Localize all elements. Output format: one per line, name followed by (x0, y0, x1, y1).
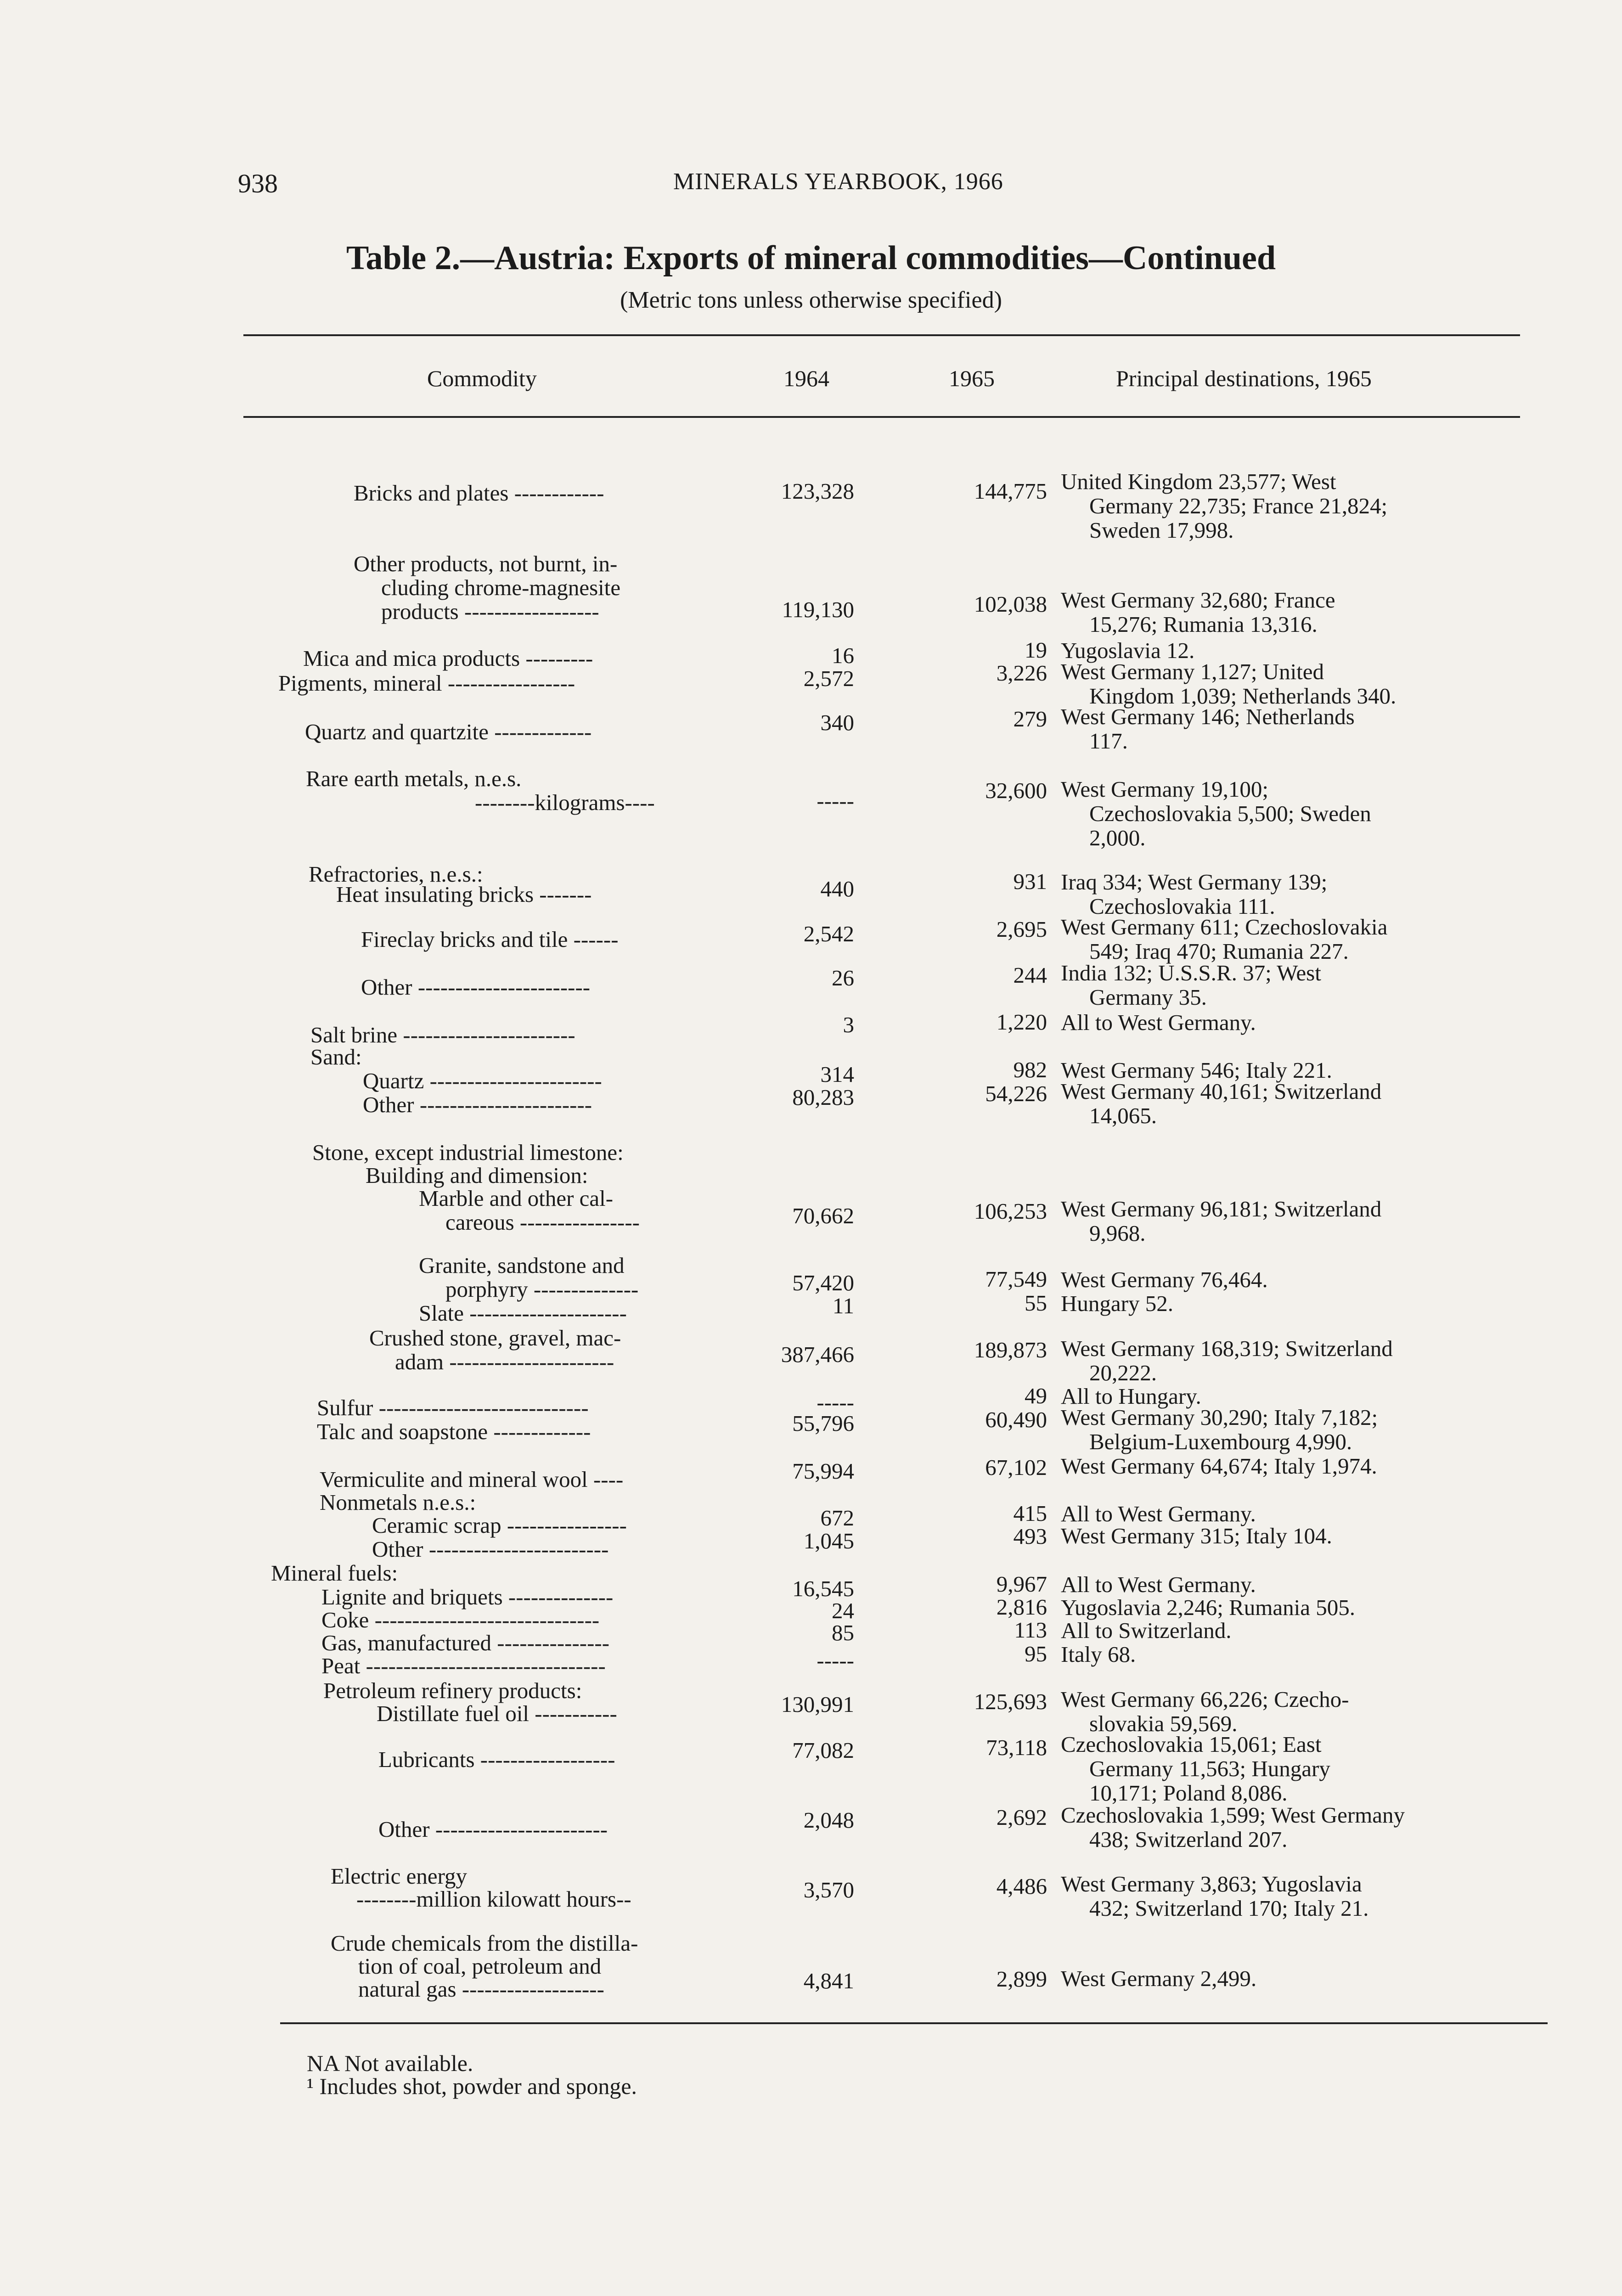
value-1964: 3,570 (803, 1877, 854, 1902)
value-1965: 49 (1025, 1383, 1047, 1408)
destinations-line: All to West Germany. (1061, 1501, 1256, 1526)
destinations (1061, 1336, 1557, 1385)
value-1964: 75,994 (792, 1458, 854, 1484)
destinations-line: West Germany 146; Netherlands (1061, 704, 1355, 729)
commodity-label: Granite, sandstone and (419, 1253, 625, 1278)
column-header-1964: 1964 (783, 366, 829, 391)
destinations-line: Yugoslavia 2,246; Rumania 505. (1061, 1595, 1356, 1620)
value-1964: 672 (820, 1505, 854, 1531)
value-1965: 2,816 (996, 1594, 1047, 1620)
commodity-label: products ------------------ (381, 599, 599, 624)
destinations (1061, 469, 1557, 542)
destinations-line: 10,171; Poland 8,086. (1089, 1780, 1288, 1806)
commodity-label: Stone, except industrial limestone: (312, 1140, 624, 1165)
destinations (1061, 1010, 1557, 1035)
commodity-label: Bricks and plates ------------ (354, 480, 604, 506)
value-1965: 60,490 (985, 1407, 1047, 1432)
destinations (1061, 1502, 1557, 1526)
destinations-line: United Kingdom 23,577; West (1061, 469, 1336, 494)
commodity-label: porphyry -------------- (445, 1277, 639, 1302)
destinations-line: India 132; U.S.S.R. 37; West (1061, 960, 1321, 985)
commodity-label: Salt brine ----------------------- (310, 1022, 575, 1047)
commodity-label: Marble and other cal- (419, 1186, 614, 1211)
value-1965: 106,253 (974, 1199, 1047, 1224)
destinations-line: All to Switzerland. (1061, 1618, 1232, 1643)
commodity-label: Fireclay bricks and tile ------ (361, 927, 619, 952)
value-1965: 95 (1025, 1641, 1047, 1666)
destinations-line: West Germany 2,499. (1061, 1966, 1257, 1991)
value-1964: 119,130 (782, 597, 854, 622)
commodity-label: Crushed stone, gravel, mac- (369, 1325, 621, 1351)
destinations-line: 14,065. (1089, 1103, 1157, 1128)
commodity-label: Ceramic scrap ---------------- (372, 1513, 627, 1538)
destinations (1061, 1618, 1557, 1643)
value-1964: 314 (820, 1062, 854, 1087)
value-1965: 244 (1013, 962, 1047, 988)
value-1965: 19 (1025, 637, 1047, 663)
value-1965: 77,549 (985, 1266, 1047, 1292)
destinations (1061, 1267, 1557, 1292)
value-1964: 77,082 (792, 1738, 854, 1763)
value-1965: 279 (1013, 706, 1047, 732)
commodity-label: cluding chrome-magnesite (381, 575, 621, 600)
value-1965: 2,695 (996, 917, 1047, 942)
destinations-line: West Germany 64,674; Italy 1,974. (1061, 1453, 1377, 1479)
value-1965: 189,873 (974, 1337, 1047, 1362)
table-title: Table 2.—Austria: Exports of mineral commodities—Continued (346, 239, 1276, 277)
commodity-label: Other ----------------------- (361, 974, 591, 1000)
footnote-1: ¹ Includes shot, powder and sponge. (307, 2073, 637, 2099)
value-1965: 982 (1013, 1057, 1047, 1082)
destinations-line: Germany 11,563; Hungary (1089, 1756, 1330, 1781)
destinations-line: West Germany 30,290; Italy 7,182; (1061, 1405, 1378, 1430)
value-1964: 57,420 (792, 1270, 854, 1295)
header-top-rule (243, 334, 1520, 336)
destinations (1061, 777, 1557, 850)
destinations-line: 432; Switzerland 170; Italy 21. (1089, 1896, 1369, 1921)
commodity-label: Heat insulating bricks ------- (336, 882, 592, 907)
column-header-destinations: Principal destinations, 1965 (1116, 366, 1372, 391)
destinations-line: West Germany 1,127; United (1061, 659, 1324, 684)
table-bottom-rule (280, 2022, 1548, 2024)
commodity-label: Lubricants ------------------ (378, 1747, 615, 1772)
value-1964: 16 (832, 643, 854, 668)
commodity-label: Mica and mica products --------- (303, 646, 593, 671)
table-subtitle: (Metric tons unless otherwise specified) (620, 287, 1002, 313)
value-1964: 3 (843, 1012, 854, 1037)
commodity-label: natural gas ------------------- (358, 1976, 604, 2002)
value-1965: 67,102 (985, 1455, 1047, 1480)
destinations-line: Czechoslovakia 15,061; East (1061, 1732, 1322, 1757)
destinations (1061, 1079, 1557, 1128)
destinations-line: Sweden 17,998. (1089, 518, 1234, 543)
destinations-line: Hungary 52. (1061, 1291, 1173, 1316)
commodity-label: Nonmetals n.e.s.: (320, 1490, 476, 1515)
commodity-label: Coke ------------------------------ (321, 1607, 600, 1632)
destinations (1061, 1803, 1557, 1851)
value-1965: 54,226 (985, 1081, 1047, 1106)
commodity-label: Building and dimension: (366, 1163, 588, 1188)
value-1964: 2,542 (803, 921, 854, 946)
value-1965: 32,600 (985, 778, 1047, 803)
value-1965: 3,226 (996, 660, 1047, 686)
footnote-na: NA Not available. (307, 2050, 473, 2076)
destinations (1061, 870, 1557, 918)
value-1965: 415 (1013, 1501, 1047, 1526)
value-1964: 123,328 (781, 478, 854, 504)
destinations-line: slovakia 59,569. (1089, 1711, 1238, 1736)
destinations (1061, 961, 1557, 1009)
destinations-line: Yugoslavia 12. (1061, 638, 1195, 663)
destinations-line: West Germany 32,680; France (1061, 587, 1335, 613)
value-1965: 4,486 (996, 1874, 1047, 1899)
destinations (1061, 704, 1557, 753)
commodity-label: Sand: (310, 1044, 362, 1069)
commodity-label: Slate --------------------- (419, 1300, 627, 1326)
destinations-line: Czechoslovakia 111. (1089, 894, 1275, 919)
destinations-line: 438; Switzerland 207. (1089, 1827, 1288, 1852)
value-1964: 55,796 (792, 1411, 854, 1436)
destinations (1061, 1197, 1557, 1245)
destinations-line: Belgium-Luxembourg 4,990. (1089, 1429, 1352, 1454)
value-1964: 16,545 (792, 1576, 854, 1601)
destinations-line: 549; Iraq 470; Rumania 227. (1089, 939, 1349, 964)
value-1964: ----- (817, 1648, 854, 1673)
commodity-label: Lignite and briquets -------------- (321, 1584, 614, 1609)
destinations-line: West Germany 96,181; Switzerland (1061, 1196, 1382, 1221)
value-1964: ----- (817, 788, 854, 813)
destinations (1061, 1872, 1557, 1920)
destinations (1061, 915, 1557, 963)
destinations-line: Germany 35. (1089, 985, 1207, 1010)
destinations-line: 15,276; Rumania 13,316. (1089, 612, 1318, 637)
commodity-label: Quartz ----------------------- (363, 1068, 602, 1093)
destinations-line: West Germany 66,226; Czecho- (1061, 1687, 1349, 1712)
value-1964: 26 (832, 965, 854, 990)
destinations-line: Italy 68. (1061, 1642, 1136, 1667)
destinations (1061, 588, 1557, 636)
commodity-label: Mineral fuels: (271, 1560, 398, 1586)
destinations-line: West Germany 40,161; Switzerland (1061, 1079, 1382, 1104)
value-1964: 1,045 (803, 1528, 854, 1553)
value-1965: 2,692 (996, 1805, 1047, 1830)
destinations (1061, 1595, 1557, 1620)
destinations-line: All to West Germany. (1061, 1010, 1256, 1035)
destinations (1061, 1687, 1557, 1736)
destinations (1061, 1642, 1557, 1666)
commodity-label: careous ---------------- (445, 1210, 640, 1235)
destinations-line: 2,000. (1089, 825, 1146, 850)
commodity-label: Distillate fuel oil ----------- (377, 1701, 617, 1726)
destinations-line: Germany 22,735; France 21,824; (1089, 493, 1388, 518)
commodity-label: Pigments, mineral ----------------- (278, 670, 575, 696)
commodity-label: Crude chemicals from the distilla- (331, 1930, 638, 1956)
commodity-label: Other ------------------------ (372, 1536, 609, 1562)
value-1964: ----- (817, 1390, 854, 1415)
destinations (1061, 1291, 1557, 1316)
running-title: MINERALS YEARBOOK, 1966 (673, 169, 1003, 195)
value-1964: 2,048 (803, 1807, 854, 1833)
destinations-line: Czechoslovakia 5,500; Sweden (1089, 801, 1371, 826)
value-1965: 2,899 (996, 1966, 1047, 1992)
value-1964: 70,662 (792, 1203, 854, 1228)
commodity-label: Vermiculite and mineral wool ---- (320, 1467, 624, 1492)
value-1964: 387,466 (781, 1342, 854, 1367)
column-header-1965: 1965 (949, 366, 995, 391)
commodity-label: Other ----------------------- (378, 1817, 608, 1842)
destinations-line: West Germany 611; Czechoslovakia (1061, 914, 1388, 940)
destinations (1061, 1454, 1557, 1478)
value-1965: 144,775 (974, 478, 1047, 504)
destinations-line: 117. (1089, 728, 1128, 754)
value-1964: 11 (832, 1293, 854, 1318)
commodity-label: tion of coal, petroleum and (358, 1953, 602, 1979)
destinations (1061, 1524, 1557, 1548)
commodity-label: Electric energy (331, 1863, 467, 1889)
destinations-line: Kingdom 1,039; Netherlands 340. (1089, 683, 1397, 709)
destinations-line: All to Hungary. (1061, 1384, 1201, 1409)
commodity-label: Refractories, n.e.s.: (309, 861, 483, 887)
destinations-line: West Germany 19,100; (1061, 777, 1268, 802)
commodity-label: Other products, not burnt, in- (354, 551, 618, 576)
commodity-label: --------million kilowatt hours-- (356, 1886, 631, 1912)
destinations-line: West Germany 315; Italy 104. (1061, 1523, 1332, 1548)
header-bottom-rule (243, 416, 1520, 418)
value-1965: 1,220 (996, 1009, 1047, 1035)
value-1964: 2,572 (803, 666, 854, 691)
value-1965: 931 (1013, 869, 1047, 894)
destinations-line: Czechoslovakia 1,599; West Germany (1061, 1802, 1405, 1828)
value-1964: 440 (820, 876, 854, 901)
commodity-label: Sulfur ---------------------------- (317, 1395, 589, 1420)
destinations-line: All to West Germany. (1061, 1572, 1256, 1597)
commodity-label: Peat -------------------------------- (321, 1653, 606, 1678)
destinations-line: West Germany 168,319; Switzerland (1061, 1336, 1393, 1361)
value-1964: 24 (832, 1598, 854, 1623)
value-1964: 130,991 (781, 1692, 854, 1717)
destinations (1061, 659, 1557, 708)
destinations (1061, 1732, 1557, 1805)
destinations-line: 20,222. (1089, 1360, 1157, 1385)
value-1964: 4,841 (803, 1968, 854, 1993)
value-1965: 102,038 (974, 591, 1047, 617)
destinations (1061, 1405, 1557, 1454)
destinations-line: West Germany 76,464. (1061, 1267, 1268, 1292)
value-1965: 125,693 (974, 1689, 1047, 1714)
value-1964: 80,283 (792, 1085, 854, 1110)
value-1965: 113 (1014, 1617, 1047, 1643)
value-1965: 55 (1025, 1290, 1047, 1316)
destinations-line: Iraq 334; West Germany 139; (1061, 869, 1328, 895)
destinations (1061, 1966, 1557, 1991)
commodity-label: --------kilograms---- (475, 790, 655, 815)
destinations-line: 9,968. (1089, 1221, 1146, 1246)
commodity-label: Petroleum refinery products: (323, 1678, 582, 1703)
destinations-line: West Germany 3,863; Yugoslavia (1061, 1871, 1362, 1896)
commodity-label: Quartz and quartzite ------------- (305, 719, 592, 744)
destinations-line: West Germany 546; Italy 221. (1061, 1058, 1332, 1083)
column-header-commodity: Commodity (427, 366, 537, 391)
destinations (1061, 1572, 1557, 1597)
value-1965: 73,118 (986, 1735, 1047, 1760)
value-1965: 493 (1013, 1524, 1047, 1549)
value-1965: 9,967 (996, 1571, 1047, 1597)
commodity-label: Other ----------------------- (363, 1092, 592, 1117)
commodity-label: Talc and soapstone ------------- (317, 1419, 591, 1444)
commodity-label: adam ---------------------- (395, 1349, 614, 1374)
value-1964: 85 (832, 1620, 854, 1645)
commodity-label: Gas, manufactured --------------- (321, 1630, 610, 1655)
commodity-label: Rare earth metals, n.e.s. (306, 766, 522, 791)
page-number: 938 (238, 169, 278, 198)
value-1964: 340 (820, 710, 854, 735)
